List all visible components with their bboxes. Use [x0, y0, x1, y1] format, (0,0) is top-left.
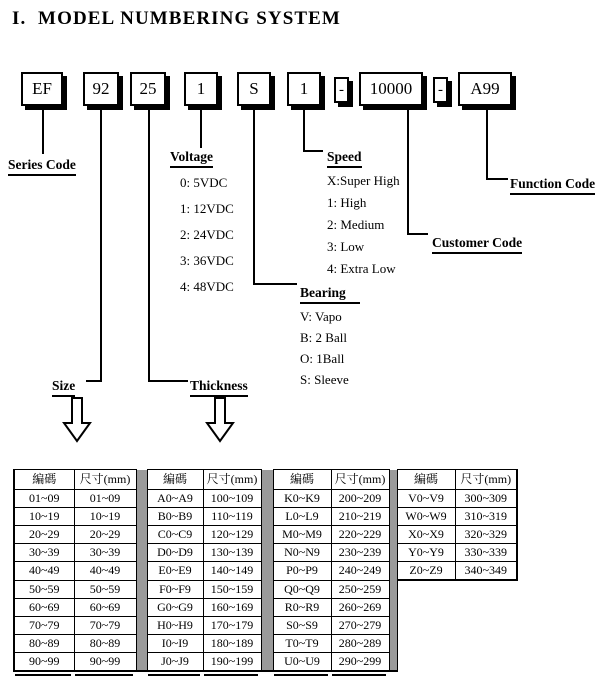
speed-group [327, 148, 400, 280]
voltage-group [170, 148, 234, 300]
size-cell: 140~149 [203, 562, 261, 581]
table-row [14, 598, 517, 616]
code-cell: F0~F9 [147, 580, 203, 598]
connector-line-speed-elbow [303, 150, 323, 152]
separator-strip [261, 598, 273, 616]
size-cell: 50~59 [74, 580, 136, 598]
size-cell: 70~79 [74, 616, 136, 634]
code-cell: C0~C9 [147, 526, 203, 544]
edge-segment [15, 674, 71, 676]
thickness-label: Thickness [190, 378, 248, 397]
code-cell: H0~H9 [147, 616, 203, 634]
separator-strip [136, 562, 147, 581]
box-speed: 1 [287, 72, 321, 106]
separator-strip [261, 580, 273, 598]
size-cell: 320~329 [455, 526, 517, 544]
edge-segment [332, 674, 386, 676]
speed-option: X:Super High [327, 173, 400, 188]
separator-strip [389, 562, 397, 581]
speed-option: 1: High [327, 195, 367, 210]
size-cell: 310~319 [455, 508, 517, 526]
separator-strip [389, 598, 397, 616]
box-dash-1: - [334, 77, 349, 103]
separator-strip [389, 508, 397, 526]
voltage-label: Voltage [170, 149, 213, 168]
down-arrow-icon [62, 397, 92, 443]
connector-line-thickness-elbow [150, 380, 188, 382]
speed-label: Speed [327, 149, 362, 168]
size-cell: 100~109 [203, 490, 261, 508]
size-cell: 40~49 [74, 562, 136, 581]
code-cell: T0~T9 [273, 634, 331, 652]
edge-segment [274, 674, 328, 676]
speed-option: 4: Extra Low [327, 261, 396, 276]
connector-line-bearing-elbow [253, 283, 297, 285]
size-cell: 270~279 [331, 616, 389, 634]
code-cell: A0~A9 [147, 490, 203, 508]
connector-line-function [486, 108, 488, 180]
separator-strip [136, 598, 147, 616]
separator-strip [261, 562, 273, 581]
size-cell: 30~39 [74, 544, 136, 562]
size-cell: 280~289 [331, 634, 389, 652]
speed-option: 3: Low [327, 239, 365, 254]
separator-strip [389, 544, 397, 562]
code-cell: Q0~Q9 [273, 580, 331, 598]
bearing-group [300, 284, 360, 390]
blank-cell [397, 616, 455, 634]
bearing-option: O: 1Ball [300, 351, 345, 366]
edge-segment [204, 674, 258, 676]
size-cell: 240~249 [331, 562, 389, 581]
blank-cell [455, 616, 517, 634]
blank-cell [455, 634, 517, 652]
size-cell: 260~269 [331, 598, 389, 616]
voltage-option: 2: 24VDC [180, 227, 234, 242]
voltage-option: 3: 36VDC [180, 253, 234, 268]
box-series-code: EF [21, 72, 63, 106]
size-label: Size [52, 378, 75, 397]
size-cell: 180~189 [203, 634, 261, 652]
edge-segment [75, 674, 133, 676]
code-cell: L0~L9 [273, 508, 331, 526]
code-cell: S0~S9 [273, 616, 331, 634]
blank-cell [397, 580, 455, 598]
separator-strip [261, 634, 273, 652]
code-cell: 01~09 [14, 490, 74, 508]
separator-strip [136, 652, 147, 671]
size-cell: 330~339 [455, 544, 517, 562]
voltage-options [180, 170, 234, 300]
separator-strip [136, 616, 147, 634]
code-cell: K0~K9 [273, 490, 331, 508]
size-cell: 130~139 [203, 544, 261, 562]
code-cell: 60~69 [14, 598, 74, 616]
separator-strip [389, 526, 397, 544]
code-cell: 90~99 [14, 652, 74, 671]
size-cell: 200~209 [331, 490, 389, 508]
connector-line-size-elbow [86, 380, 102, 382]
separator-strip [136, 470, 147, 490]
separator-strip [261, 616, 273, 634]
separator-strip [261, 526, 273, 544]
size-cell: 160~169 [203, 598, 261, 616]
size-cell: 250~259 [331, 580, 389, 598]
voltage-option: 4: 48VDC [180, 279, 234, 294]
connector-line-size [100, 106, 102, 382]
code-cell: N0~N9 [273, 544, 331, 562]
customer-code-label: Customer Code [432, 235, 522, 254]
table-row [14, 652, 517, 671]
separator-strip [261, 490, 273, 508]
column-header-size: 尺寸(mm) [203, 470, 261, 490]
size-cell: 110~119 [203, 508, 261, 526]
code-cell: 20~29 [14, 526, 74, 544]
size-cell: 120~129 [203, 526, 261, 544]
size-cell: 340~349 [455, 562, 517, 581]
table-row [14, 508, 517, 526]
connector-line-customer [407, 108, 409, 235]
size-cell: 90~99 [74, 652, 136, 671]
size-cell: 60~69 [74, 598, 136, 616]
box-size: 92 [83, 72, 119, 106]
table-row [14, 634, 517, 652]
separator-strip [136, 580, 147, 598]
separator-strip [261, 544, 273, 562]
voltage-option: 0: 5VDC [180, 175, 228, 190]
code-size-table [13, 469, 518, 672]
edge-segment [148, 674, 200, 676]
box-function-code: A99 [458, 72, 512, 106]
code-cell: D0~D9 [147, 544, 203, 562]
blank-cell [397, 598, 455, 616]
size-cell: 150~159 [203, 580, 261, 598]
table-row [14, 526, 517, 544]
table-row [14, 490, 517, 508]
separator-strip [389, 616, 397, 634]
connector-line-bearing [253, 106, 255, 285]
separator-strip [261, 508, 273, 526]
column-header-code: 編碼 [397, 470, 455, 490]
size-cell: 300~309 [455, 490, 517, 508]
separator-strip [136, 508, 147, 526]
column-header-size: 尺寸(mm) [331, 470, 389, 490]
separator-strip [136, 634, 147, 652]
separator-strip [136, 490, 147, 508]
blank-cell [455, 580, 517, 598]
size-cell: 80~89 [74, 634, 136, 652]
code-cell: 70~79 [14, 616, 74, 634]
connector-line-customer-elbow [407, 233, 428, 235]
box-customer-code: 10000 [359, 72, 423, 106]
separator-strip [389, 470, 397, 490]
code-cell: 80~89 [14, 634, 74, 652]
connector-line-speed [303, 106, 305, 152]
separator-strip [389, 634, 397, 652]
page-title: I. MODEL NUMBERING SYSTEM [12, 8, 341, 29]
code-cell: 40~49 [14, 562, 74, 581]
separator-strip [389, 580, 397, 598]
bearing-label: Bearing [300, 285, 360, 304]
size-group [52, 377, 75, 397]
blank-cell [455, 652, 517, 671]
code-cell: R0~R9 [273, 598, 331, 616]
size-cell: 290~299 [331, 652, 389, 671]
separator-strip [261, 652, 273, 671]
column-header-size: 尺寸(mm) [74, 470, 136, 490]
thickness-group [190, 377, 248, 397]
down-arrow-icon [205, 397, 235, 443]
blank-cell [455, 598, 517, 616]
code-cell: M0~M9 [273, 526, 331, 544]
column-header-code: 編碼 [273, 470, 331, 490]
code-cell: X0~X9 [397, 526, 455, 544]
size-cell: 20~29 [74, 526, 136, 544]
separator-strip [389, 652, 397, 671]
code-cell: I0~I9 [147, 634, 203, 652]
blank-cell [397, 634, 455, 652]
size-cell: 01~09 [74, 490, 136, 508]
box-voltage: 1 [184, 72, 218, 106]
code-cell: U0~U9 [273, 652, 331, 671]
code-cell: Z0~Z9 [397, 562, 455, 581]
separator-strip [136, 526, 147, 544]
table-row [14, 544, 517, 562]
blank-cell [397, 652, 455, 671]
code-cell: 50~59 [14, 580, 74, 598]
code-cell: J0~J9 [147, 652, 203, 671]
code-cell: 10~19 [14, 508, 74, 526]
connector-line-function-elbow [486, 178, 508, 180]
box-bearing: S [237, 72, 271, 106]
size-cell: 210~219 [331, 508, 389, 526]
table-row [14, 580, 517, 598]
size-cell: 220~229 [331, 526, 389, 544]
customer-code-group [432, 234, 522, 254]
separator-strip [261, 470, 273, 490]
connector-line-series [42, 106, 44, 154]
code-cell: W0~W9 [397, 508, 455, 526]
column-header-code: 編碼 [147, 470, 203, 490]
speed-options [327, 170, 400, 280]
voltage-option: 1: 12VDC [180, 201, 234, 216]
code-cell: E0~E9 [147, 562, 203, 581]
box-thickness: 25 [130, 72, 166, 106]
connector-line-voltage [200, 106, 202, 148]
series-code-group [8, 156, 76, 176]
code-cell: Y0~Y9 [397, 544, 455, 562]
connector-line-thickness [148, 106, 150, 382]
speed-option: 2: Medium [327, 217, 385, 232]
table-row [14, 562, 517, 581]
size-cell: 230~239 [331, 544, 389, 562]
table-header-row [14, 470, 517, 490]
size-cell: 170~179 [203, 616, 261, 634]
box-dash-2: - [433, 77, 448, 103]
function-code-group [510, 175, 595, 195]
code-cell: P0~P9 [273, 562, 331, 581]
function-code-label: Function Code [510, 176, 595, 195]
code-cell: B0~B9 [147, 508, 203, 526]
code-cell: 30~39 [14, 544, 74, 562]
code-cell: G0~G9 [147, 598, 203, 616]
bearing-option: S: Sleeve [300, 372, 349, 387]
bearing-options [300, 306, 360, 390]
code-cell: V0~V9 [397, 490, 455, 508]
column-header-size: 尺寸(mm) [455, 470, 517, 490]
separator-strip [136, 544, 147, 562]
table-row [14, 616, 517, 634]
bearing-option: B: 2 Ball [300, 330, 347, 345]
size-cell: 190~199 [203, 652, 261, 671]
size-cell: 10~19 [74, 508, 136, 526]
series-code-label: Series Code [8, 157, 76, 176]
separator-strip [389, 490, 397, 508]
bearing-option: V: Vapo [300, 309, 342, 324]
column-header-code: 編碼 [14, 470, 74, 490]
